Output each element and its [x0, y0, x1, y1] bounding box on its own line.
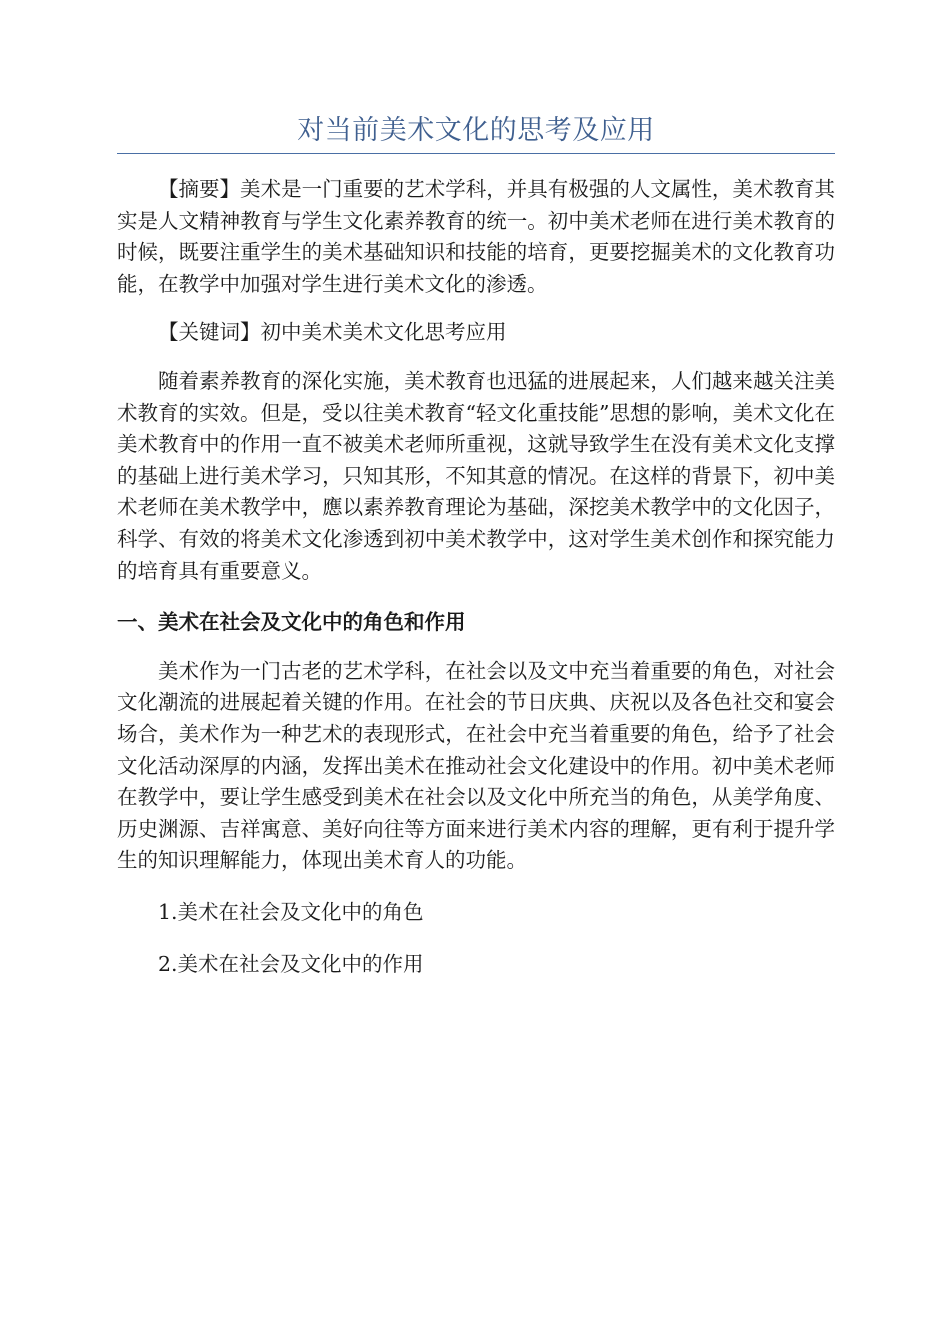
intro-paragraph: 随着素养教育的深化实施，美术教育也迅猛的进展起来，人们越来越关注美术教育的实效。但是，受以往美术教育“轻文化重技能”思想的影响，美术文化在美术教育中的作用一直不被美术老师所重视，这就导致学生在没有美术文化支撑的基础上进行美术学习，只知其形，不知其意的情况。在这样的背景下，初中美术老师在美术教学中，應以素养教育理论为基础，深挖美术教学中的文化因子，科学、有效的将美术文化渗透到初中美术教学中，这对学生美术创作和探究能力的培育具有重要意义。	[117, 368, 835, 583]
keywords-paragraph: 【关键词】初中美术美术文化思考应用	[158, 320, 507, 345]
document-title: 对当前美术文化的思考及应用	[297, 115, 655, 146]
subsection-item-1: 1.美术在社会及文化中的角色	[158, 899, 424, 924]
section-heading: 一、美术在社会及文化中的角色和作用	[117, 610, 466, 635]
abstract-paragraph: 【摘要】美术是一门重要的艺术学科，并具有极强的人文属性，美术教育其实是人文精神教育与学生文化素养教育的统一。初中美术老师在进行美术教育的时候，既要注重学生的美术基础知识和技能的培育，更要挖掘美术的文化教育功能，在教学中加强对学生进行美术文化的渗透。	[117, 177, 835, 296]
section-paragraph: 美术作为一门古老的艺术学科，在社会以及文中充当着重要的角色，对社会文化潮流的进展起着关键的作用。在社会的节日庆典、庆祝以及各色社交和宴会场合，美术作为一种艺术的表现形式，在社会中充当着重要的角色，给予了社会文化活动深厚的内涵，发挥出美术在推动社会文化建设中的作用。初中美术老师在教学中，要让学生感受到美术在社会以及文化中所充当的角色，从美学角度、历史渊源、吉祥寓意、美好向往等方面来进行美术内容的理解，更有利于提升学生的知识理解能力，体现出美术育人的功能。	[117, 658, 835, 873]
subsection-item-2: 2.美术在社会及文化中的作用	[158, 952, 424, 977]
title-underline	[117, 153, 835, 154]
